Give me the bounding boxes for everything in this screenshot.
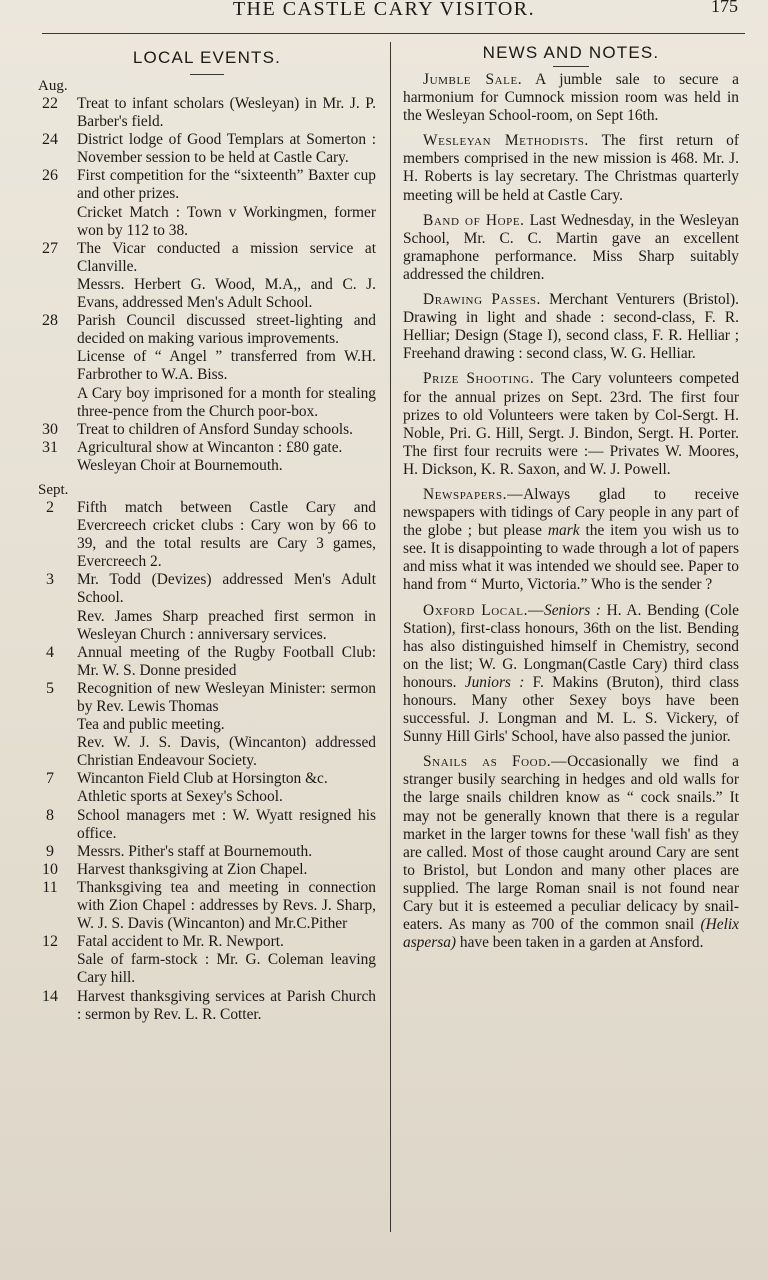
event-entry: Thanksgiving tea and meeting in connection with Zion Chapel : addresses by Revs. J. Sharp, W. J. S. Davis (Wincanton) and Mr.C.Pither bbox=[77, 878, 376, 933]
note-title: Drawing Passes. bbox=[423, 291, 541, 309]
news-and-notes-heading: NEWS AND NOTES. bbox=[482, 43, 660, 62]
event-day: 10 bbox=[42, 860, 58, 878]
event-entry: Harvest thanksgiving at Zion Chapel. bbox=[77, 860, 308, 878]
event-aug-31 bbox=[38, 439, 376, 475]
note-title: Wesleyan Methodists. bbox=[423, 132, 589, 150]
event-aug-26 bbox=[38, 167, 376, 239]
heading-ornament-rule bbox=[553, 66, 589, 67]
note-body: H. A. Bending (Cole Station), first-class honours, 36th on the list. Bending has also distinguished himself in Chemistry, second on the list; W. G. Longman(Castle Cary) third class honours. bbox=[403, 601, 739, 691]
event-day: 5 bbox=[46, 679, 54, 697]
note-drawing-passes bbox=[403, 291, 739, 363]
note-seniors-label: Seniors : bbox=[544, 601, 601, 619]
event-sept-11 bbox=[38, 879, 376, 933]
event-sept-4 bbox=[38, 644, 376, 680]
event-sept-12 bbox=[38, 933, 376, 987]
note-body-italic: mark bbox=[547, 522, 580, 540]
event-entry: Treat to children of Ansford Sunday schools. bbox=[77, 420, 354, 438]
event-day: 9 bbox=[46, 842, 54, 860]
note-body-italic: (Helix aspersa) bbox=[403, 916, 739, 952]
event-entry: Recognition of new Wesleyan Minister: sermon by Rev. Lewis Thomas bbox=[77, 679, 376, 715]
heading-ornament-rule bbox=[190, 74, 224, 75]
page-header bbox=[0, 0, 768, 22]
note-prize-shooting bbox=[403, 370, 739, 479]
event-entry: Mr. Todd (Devizes) addressed Men's Adult School. bbox=[77, 571, 376, 607]
event-entry: License of “ Angel ” transferred from W.H. Farbrother to W.A. Biss. bbox=[77, 348, 376, 384]
note-title: Snails as Food.— bbox=[423, 753, 568, 771]
note-oxford-local bbox=[403, 602, 739, 747]
event-day: 31 bbox=[42, 438, 58, 456]
event-aug-30 bbox=[38, 421, 376, 439]
event-sept-10 bbox=[38, 861, 376, 879]
event-entry: Annual meeting of the Rugby Football Club: Mr. W. S. Donne presided bbox=[77, 643, 376, 679]
event-entry: Wesleyan Choir at Bournemouth. bbox=[77, 456, 283, 474]
event-day: 27 bbox=[42, 239, 58, 257]
month-label-aug: Aug. bbox=[38, 78, 68, 94]
event-day: 7 bbox=[46, 770, 54, 788]
note-body: F. Makins (Bruton), third class honours. Many other Sexey boys have been successful. J. Longman and M. L. S. Vickery, of Sunny Hill Girls' School, have also passed the junior. bbox=[403, 673, 739, 746]
event-aug-24 bbox=[38, 131, 376, 167]
event-aug-22 bbox=[38, 95, 376, 131]
event-entry: Athletic sports at Sexey's School. bbox=[77, 788, 283, 806]
event-sept-2 bbox=[38, 499, 376, 571]
event-aug-28 bbox=[38, 312, 376, 421]
event-entry: Fifth match between Castle Cary and Evercreech cricket clubs : Cary won by 66 to 39, and the total results are Cary 3 games, Evercreech 2. bbox=[77, 498, 376, 571]
event-day: 3 bbox=[46, 571, 54, 589]
note-jumble-sale bbox=[403, 71, 739, 125]
event-sept-5 bbox=[38, 680, 376, 770]
event-entry: Harvest thanksgiving services at Parish Church : sermon by Rev. L. R. Cotter. bbox=[77, 987, 376, 1023]
event-day: 12 bbox=[42, 933, 58, 951]
event-day: 11 bbox=[42, 878, 58, 896]
note-body: Last Wednesday, in the Wesleyan School, Mr. C. C. Martin gave an excellent gramaphone performance. Miss Sharp suitably addressed the children. bbox=[403, 211, 739, 283]
note-body: have been taken in a garden at Ansford. bbox=[459, 934, 704, 952]
event-sept-8 bbox=[38, 807, 376, 843]
page-number: 175 bbox=[711, 0, 738, 16]
event-entry: Cricket Match : Town v Workingmen, former won by 112 to 38. bbox=[77, 203, 376, 239]
event-entry: Rev. James Sharp preached first sermon in Wesleyan Church : anniversary services. bbox=[77, 607, 376, 643]
month-label-sept: Sept. bbox=[38, 481, 69, 498]
note-title: Newspapers.— bbox=[423, 485, 524, 503]
event-sept-7 bbox=[38, 770, 376, 806]
event-entry: Messrs. Pither's staff at Bournemouth. bbox=[77, 842, 313, 860]
event-day: 26 bbox=[42, 167, 58, 185]
event-day: 30 bbox=[42, 420, 58, 438]
note-juniors-label: Juniors : bbox=[464, 673, 525, 691]
event-entry: District lodge of Good Templars at Somerton : November session to be held at Castle Cary. bbox=[77, 131, 376, 167]
local-events-column bbox=[38, 42, 376, 1024]
note-body: Merchant Venturers (Bristol). Drawing in light and shade : second-class, F. R. Helliar; Design (Stage I), second class, F. R. Helliar ; Freehand drawing : second class, W. G. Helliar. bbox=[403, 291, 739, 363]
event-sept-9 bbox=[38, 843, 376, 861]
event-entry: Messrs. Herbert G. Wood, M.A,, and C. J. Evans, addressed Men's Adult School. bbox=[77, 275, 376, 312]
event-entry: School managers met : W. Wyatt resigned his office. bbox=[77, 806, 376, 842]
event-entry: Fatal accident to Mr. R. Newport. bbox=[77, 933, 284, 951]
event-entry: Wincanton Field Club at Horsington &c. bbox=[77, 770, 328, 788]
note-title: Oxford Local.— bbox=[423, 601, 545, 619]
note-body: The first return of members comprised in the new mission is 468. Mr. J. H. Roberts is lay secretary. The Christmas quarterly meeting will be held at Castle Cary. bbox=[403, 132, 739, 204]
note-snails-as-food bbox=[403, 753, 739, 952]
note-title: Prize Shooting. bbox=[423, 370, 535, 388]
column-divider bbox=[390, 42, 391, 1232]
event-entry: Rev. W. J. S. Davis, (Wincanton) addressed Christian Endeavour Society. bbox=[77, 734, 376, 770]
note-body: A jumble sale to secure a harmonium for Cumnock mission room was held in the Wesleyan School-room, on Sept 16th. bbox=[403, 71, 740, 125]
event-day: 24 bbox=[42, 131, 58, 149]
note-body: Occasionally we find a stranger busily searching in hedges and old walls for the large snails children know as “ cock snails.” It may not be generally known that there is a regular market in the larger towns for these 'wall fish' as they are called. Most of those caught around Cary are sent to Bristol, but London and many other places are supplied. The large Roman snail is not found near Cary but it is esteemed a peculiar delicacy by snail-eaters. As many as 700 of the common snail bbox=[403, 753, 739, 934]
event-entry: The Vicar conducted a mission service at Clanville. bbox=[77, 239, 376, 275]
note-body: the item you wish us to see. It is disappointing to wade through a lot of papers and miss what it was intended we should see. Paper to hand from “ Murto, Victoria.” Who is the sender ? bbox=[403, 522, 739, 594]
event-entry: Treat to infant scholars (Wesleyan) in Mr. J. P. Barber's field. bbox=[77, 95, 376, 131]
note-body: The Cary volunteers competed for the annual prizes on Sept. 23rd. The first four prizes to old Volunteers were taken by Col-Sergt. H. Noble, Pri. G. Hill, Sergt. J. Bindon, Sergt. H. Porter. The first four recruits were :— Privates W. Moores, H. Dickson, K. R. Saxon, and W. J. Powell. bbox=[403, 370, 740, 478]
local-events-heading: LOCAL EVENTS. bbox=[132, 48, 282, 67]
event-entry: First competition for the “sixteenth” Baxter cup and other prizes. bbox=[77, 167, 376, 203]
note-title: Jumble Sale. bbox=[423, 71, 523, 88]
event-day: 2 bbox=[46, 498, 54, 516]
event-day: 14 bbox=[42, 987, 58, 1005]
note-band-of-hope bbox=[403, 212, 739, 284]
notes-list bbox=[403, 71, 739, 952]
note-body: Always glad to receive newspapers with tidings of Cary people in any part of the globe ; but please bbox=[403, 485, 739, 540]
header-rule bbox=[42, 33, 745, 34]
event-day: 22 bbox=[42, 95, 58, 112]
news-and-notes-column bbox=[403, 42, 739, 959]
event-entry: Sale of farm-stock : Mr. G. Coleman leaving Cary hill. bbox=[77, 951, 376, 987]
event-sept-3 bbox=[38, 571, 376, 643]
event-day: 8 bbox=[46, 806, 54, 824]
note-newspapers bbox=[403, 486, 739, 595]
note-wesleyan-methodists bbox=[403, 132, 739, 204]
event-entry: Tea and public meeting. bbox=[77, 716, 225, 734]
event-day: 4 bbox=[46, 643, 54, 661]
event-sept-14 bbox=[38, 988, 376, 1024]
event-entry: Agricultural show at Wincanton : £80 gate. bbox=[77, 438, 343, 456]
event-day: 28 bbox=[42, 312, 58, 330]
masthead-title: THE CASTLE CARY VISITOR. bbox=[232, 0, 536, 20]
event-entry: Parish Council discussed street-lighting and decided on making various improvements. bbox=[77, 312, 376, 348]
event-entry: A Cary boy imprisoned for a month for stealing three-pence from the Church poor-box. bbox=[77, 384, 376, 420]
event-aug-27 bbox=[38, 240, 376, 312]
note-title: Band of Hope. bbox=[423, 211, 525, 229]
